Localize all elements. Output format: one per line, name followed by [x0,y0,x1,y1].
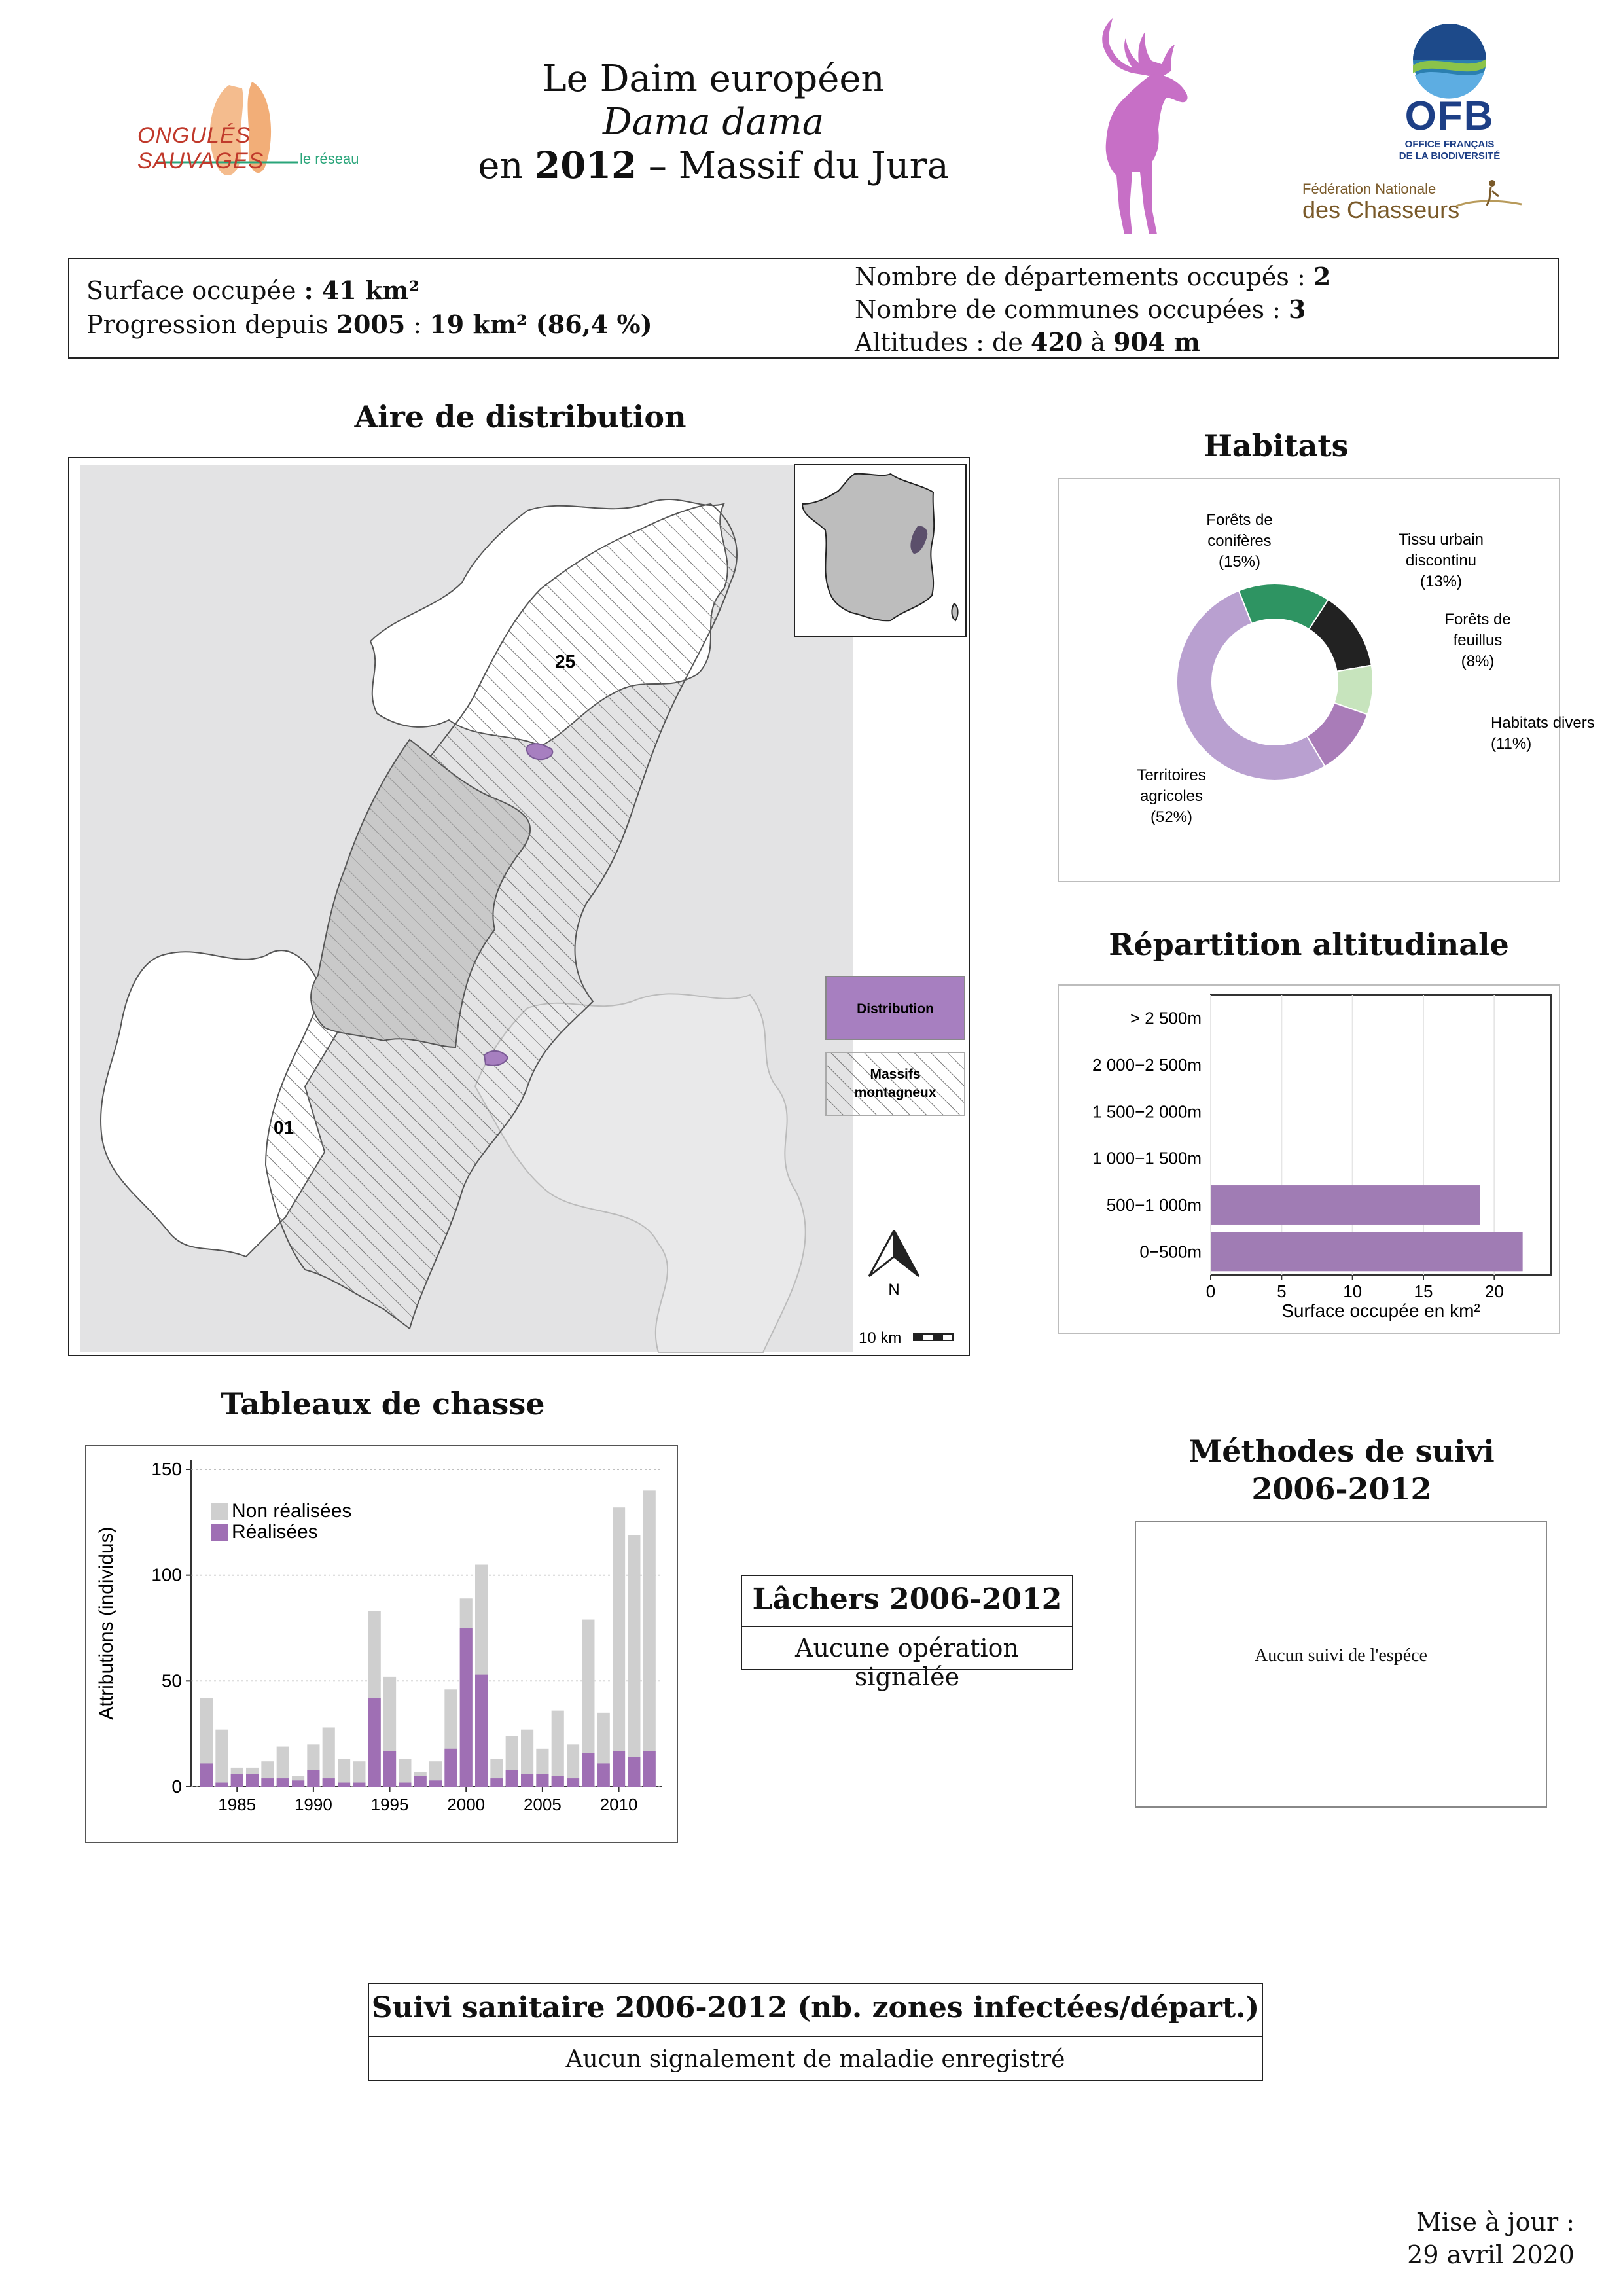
chasse-bar-realisees [215,1783,228,1787]
progression-sep: : [405,310,430,339]
habitat-slice-label: (15%) [1218,553,1261,571]
logo-ofb-main: OFB [1404,94,1495,139]
altitudes-row [855,326,1330,359]
chasse-bar-realisees [490,1778,503,1787]
habitat-slice-label: Forêts de [1444,611,1511,628]
chasse-x-tick-label: 1995 [370,1795,409,1814]
lachers-title: Lâchers 2006-2012 [752,1583,1062,1616]
logo-ongules-sauvages [131,72,366,183]
altitude-x-tick-label: 10 [1343,1282,1363,1301]
habitats-title: Habitats [1204,428,1349,463]
chasse-bar-non-realisees [323,1727,335,1787]
methodes-title-line2: 2006-2012 [1251,1471,1432,1507]
chasse-bar-non-realisees [628,1535,640,1787]
altitude-category-label: > 2 500m [1130,1008,1202,1028]
chasse-stacked-bar-chart [86,1446,677,1842]
chasse-bar-realisees [323,1778,335,1787]
chasse-y-tick-label: 50 [161,1670,182,1691]
chasse-bar-realisees [628,1757,640,1787]
sanitaire-title: Suivi sanitaire 2006-2012 (nb. zones infectées/départ.) [371,1991,1260,2024]
surface-label: Surface occupée [86,276,296,305]
scale-bar [914,1334,953,1340]
progression-row [86,308,652,342]
depts-label: Nombre de départements occupés : [855,262,1313,291]
methodes-title-line1: Méthodes de suivi [1188,1433,1495,1469]
page-title [393,58,1034,188]
chasse-y-tick-label: 100 [151,1564,182,1585]
alt-mid: à [1082,328,1114,357]
surface-row [86,274,652,308]
lachers-divider [742,1626,1072,1627]
chasse-bar-realisees [368,1698,381,1787]
chasse-x-tick-label: 2000 [447,1795,486,1814]
habitat-slice-label: conifères [1207,532,1272,550]
logo-left-sub: le réseau [300,151,359,167]
title-line-2-species: Dama dama [602,101,825,143]
altitude-panel [1058,984,1560,1334]
chasse-bar-non-realisees [613,1507,625,1787]
chasse-bar-realisees [460,1628,473,1787]
habitat-slice-label: Territoires [1137,766,1206,784]
methodes-text: Aucun suivi de l'espéce [1255,1645,1427,1666]
title-line-3 [393,144,1034,188]
altitude-bar-chart [1059,986,1559,1333]
altitude-x-tick-label: 5 [1277,1282,1287,1301]
chasse-bar-non-realisees [643,1490,656,1787]
legend-massifs-label-2: montagneux [854,1085,936,1100]
communes-value: 3 [1289,295,1306,324]
chasse-x-tick-label: 1985 [218,1795,257,1814]
habitat-slice-label: Forêts de [1206,511,1273,529]
chasse-legend-label: Non réalisées [232,1500,352,1522]
chasse-panel [85,1445,678,1843]
logo-fnc [1302,177,1538,229]
altitude-bar [1211,1232,1523,1271]
habitats-donut-chart [1059,479,1595,881]
chasse-x-tick-label: 2005 [523,1795,562,1814]
legend-massifs-swatch [826,1052,965,1115]
chasse-legend-swatch [211,1524,228,1541]
north-arrow-icon [869,1230,919,1276]
chasse-bar-realisees [246,1774,259,1787]
title-line-1: Le Daim européen [542,58,885,100]
chasse-y-tick-label: 150 [151,1459,182,1479]
habitat-slice-label: (11%) [1491,735,1532,753]
chasse-bar-realisees [643,1751,656,1787]
distribution-title: Aire de distribution [354,399,687,435]
alt-max: 904 m [1113,327,1200,357]
summary-left [86,274,652,342]
scale-label: 10 km [859,1329,902,1347]
chasse-bar-realisees [307,1770,319,1787]
chasse-bar-realisees [597,1763,610,1787]
chasse-legend-swatch [211,1503,228,1520]
alt-min: 420 [1030,327,1083,357]
chasse-bar-realisees [261,1778,274,1787]
sanitaire-text: Aucun signalement de maladie enregistré [565,2046,1065,2073]
chasse-y-axis-label: Attributions (individus) [96,1526,117,1720]
chasse-x-tick-label: 2010 [599,1795,638,1814]
chasse-bar-realisees [475,1675,488,1787]
altitude-x-tick-label: 20 [1484,1282,1504,1301]
logo-fnc-line2: des Chasseurs [1302,196,1460,223]
habitat-slice-label: Habitats divers [1491,714,1595,732]
chasse-x-tick-label: 1990 [294,1795,332,1814]
altitude-category-label: 2 000−2 500m [1092,1055,1202,1075]
dept-label-01: 01 [274,1117,294,1138]
alt-label: Altitudes : de [855,328,1031,357]
methodes-title [1099,1432,1584,1508]
chasse-bar-realisees [292,1780,304,1787]
habitats-panel [1058,478,1595,882]
chasse-y-tick-label: 0 [171,1776,182,1797]
chasse-bar-realisees [613,1751,625,1787]
chasse-bar-realisees [582,1753,594,1787]
ofb-globe-icon [1387,20,1512,98]
chasse-bar-realisees [567,1778,579,1787]
habitat-slice-label: (13%) [1419,573,1463,590]
north-label: N [888,1281,900,1299]
chasse-legend-label: Réalisées [232,1521,318,1543]
title-prefix: en [478,145,535,187]
altitude-x-tick-label: 15 [1414,1282,1433,1301]
distribution-map [69,458,969,1355]
altitude-bar [1211,1185,1480,1225]
habitat-slice-label: feuillus [1453,632,1503,649]
lachers-box [741,1575,1073,1691]
altitude-x-axis-label: Surface occupée en km² [1281,1300,1480,1321]
communes-label: Nombre de communes occupées : [855,295,1289,324]
summary-box [68,258,1559,359]
chasse-bar-realisees [338,1783,350,1787]
logo-ofb-sub1: OFFICE FRANÇAIS [1404,139,1495,150]
surface-value: : 41 km² [304,276,420,305]
altitude-category-label: 500−1 000m [1106,1195,1202,1215]
dept-label-25: 25 [555,651,576,672]
chasse-bar-non-realisees [215,1730,228,1787]
chasse-title: Tableaux de chasse [221,1386,545,1422]
summary-right [855,260,1330,359]
chasse-bar-realisees [353,1783,365,1787]
chasse-bar-realisees [200,1763,213,1787]
chasse-bar-realisees [444,1749,457,1787]
chasse-bar-realisees [521,1774,533,1787]
habitat-slice-label: discontinu [1405,552,1477,569]
chasse-bar-realisees [231,1774,243,1787]
corsica-outline [952,603,957,620]
chasse-bar-non-realisees [552,1711,564,1787]
altitude-category-label: 1 500−2 000m [1092,1102,1202,1122]
title-year: 2012 [535,144,637,187]
altitude-x-tick-label: 0 [1205,1282,1216,1301]
update-line1: Mise à jour : [1416,2208,1575,2236]
legend-massifs-label-1: Massifs [870,1067,921,1082]
chasse-bar-realisees [536,1774,548,1787]
progression-value: 19 km² (86,4 %) [429,310,652,339]
update-note [1374,2206,1575,2271]
progression-year: 2005 [336,310,406,339]
sanitaire-divider [369,2036,1262,2037]
legend-distribution-label: Distribution [857,1001,934,1016]
lachers-text: Aucune opération signalée [795,1634,1019,1691]
logo-left-main: ONGULÉS SAUVAGES [137,123,264,173]
distribution-map-panel [68,457,970,1356]
communes-row [855,293,1330,326]
chasse-bar-realisees [277,1778,289,1787]
logo-ofb [1387,20,1512,170]
chasse-bar-realisees [429,1780,442,1787]
altitude-category-label: 1 000−1 500m [1092,1148,1202,1168]
chasse-bar-realisees [414,1776,427,1787]
chasse-bar-realisees [552,1776,564,1787]
title-suffix: – Massif du Jura [637,145,949,187]
altitude-category-label: 0−500m [1139,1242,1202,1262]
altitude-title: Répartition altitudinale [1109,927,1509,962]
habitat-slice-label: (52%) [1150,808,1193,826]
depts-value: 2 [1313,262,1331,291]
depts-row [855,260,1330,293]
logo-ofb-sub2: DE LA BIODIVERSITÉ [1399,151,1501,162]
methodes-panel [1135,1521,1547,1808]
sanitaire-box [368,1983,1263,2081]
progression-label: Progression depuis [86,310,336,339]
hunter-icon [1453,177,1525,209]
update-line2: 29 avril 2020 [1407,2240,1575,2269]
habitat-slice-label: agricoles [1139,787,1204,805]
fallow-deer-icon [1086,12,1204,238]
chasse-bar-realisees [383,1751,396,1787]
chasse-bar-realisees [399,1783,411,1787]
habitat-slice-label: (8%) [1461,653,1495,670]
chasse-bar-realisees [506,1770,518,1787]
habitat-slice-label: Tissu urbain [1399,531,1484,548]
logo-fnc-line1: Fédération Nationale [1302,181,1436,197]
